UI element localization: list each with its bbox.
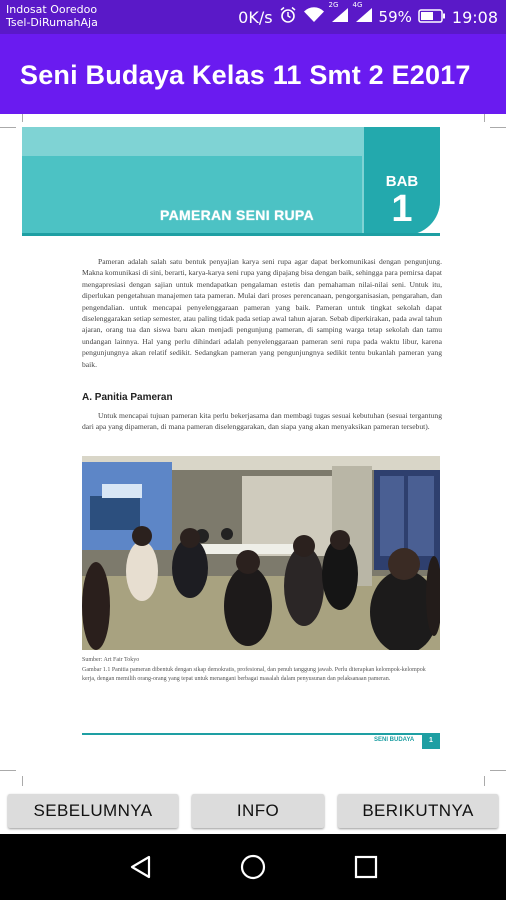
battery-icon [418, 8, 446, 27]
wifi-icon [303, 7, 325, 27]
chapter-number-box [364, 127, 440, 235]
signal-icon [328, 1, 349, 27]
page-navigation-bar [0, 786, 506, 834]
page-number: 1 [422, 733, 440, 749]
photo-caption: Gambar 1.1 Panitia pameran dibentuk dengan sikap demokratis, profesional, dan penuh tanggung jawab. Perlu diterapkan kelompok-kelompok kerja, dengan memilih orang-orang yang tepat untuk menangani berbagai masalah dalam penyusunan dan pelaksanaan pameran. [82, 667, 426, 682]
next-button[interactable]: BERIKUTNYA [338, 794, 498, 828]
crop-mark [22, 114, 23, 122]
status-bar [0, 0, 506, 34]
crop-mark [0, 127, 16, 128]
carrier-info [6, 3, 98, 29]
crop-mark [484, 114, 485, 122]
chapter-title: PAMERAN SENI RUPA [160, 207, 314, 223]
body-paragraph-2: Untuk mencapai tujuan pameran kita perlu bekerjasama dan membagi tugas sesuai kebutuhan (sesuai tergantung dari apa yang dipameran, di mana pameran diselenggarakan, dan siapa yang akan menyaksikan pameran tersebut). [82, 411, 442, 432]
section-heading: A. Panitia Pameran [82, 392, 173, 403]
recents-icon[interactable] [354, 855, 378, 884]
info-button[interactable]: INFO [192, 794, 324, 828]
crop-mark [490, 127, 506, 128]
network-type-1: 2G [328, 1, 339, 9]
carrier-line-2: Tsel-DiRumahAja [6, 16, 98, 29]
page-footer-label: SENI BUDAYA [374, 737, 415, 743]
app-title: Seni Budaya Kelas 11 Smt 2 E2017 [20, 60, 471, 90]
body-paragraph-1: Pameran adalah salah satu bentuk penyajian karya seni rupa agar dapat berkomunikasi dengan pengunjung. Makna komunikasi di sini, berarti, karya-karya seni rupa yang dipajang bisa dengan baik, sehingga para pemirsa dapat mengapresiasi dengan sajian untuk mendapatkan pengalaman estetis dan pemahaman nilai-nilai seni. Untuk itu, diperlukan pengetahuan manajemen tata pameran. Mulai dari proses perencanaan, pengorganisasian, pengarahan, dan pengendalian. untuk mencapai penyelenggaraan pameran yang baik. Pameran untuk tingkat sekolah dapat diselenggarakan setiap semester, atau paling tidak pada setiap awal tahun ajaran. Sebab diperkirakan, pada awal tahun ajaran, orang tua dan siswa baru akan menjadi pengunjung pameran, di samping warga tetap sekolah dan tamu undangan lainnya. Hal yang perlu dihindari adalah penyelenggaraan pameran seni rupa pada waktu libur, karena pengunjungnya akan relatif sedikit. Sedangkan pameran yang pengunjungnya sedikit tentu bukanlah pameran yang baik. [82, 257, 442, 369]
alarm-icon [279, 6, 297, 28]
signal-icon [352, 1, 373, 27]
clock: 19:08 [451, 7, 498, 27]
app-bar [0, 34, 506, 114]
battery-percent: 59% [378, 8, 412, 26]
crop-mark [0, 770, 16, 771]
chapter-label: BAB [385, 173, 419, 190]
network-speed: 0K/s [238, 7, 273, 27]
carrier-line-1: Indosat Ooredoo [6, 3, 98, 16]
crop-mark [490, 770, 506, 771]
crop-mark [484, 776, 485, 786]
system-navigation-bar [0, 834, 506, 900]
crop-mark [22, 776, 23, 786]
photo-source: Sumber: Art Fair Tokyo [82, 657, 140, 663]
home-icon[interactable] [240, 854, 266, 885]
back-icon[interactable] [128, 854, 154, 885]
previous-button[interactable]: SEBELUMNYA [8, 794, 178, 828]
header-divider [22, 233, 440, 236]
network-type-2: 4G [352, 1, 363, 9]
chapter-number: 1 [391, 188, 413, 230]
exhibition-photo [82, 456, 440, 650]
page-footer-line [82, 733, 440, 735]
